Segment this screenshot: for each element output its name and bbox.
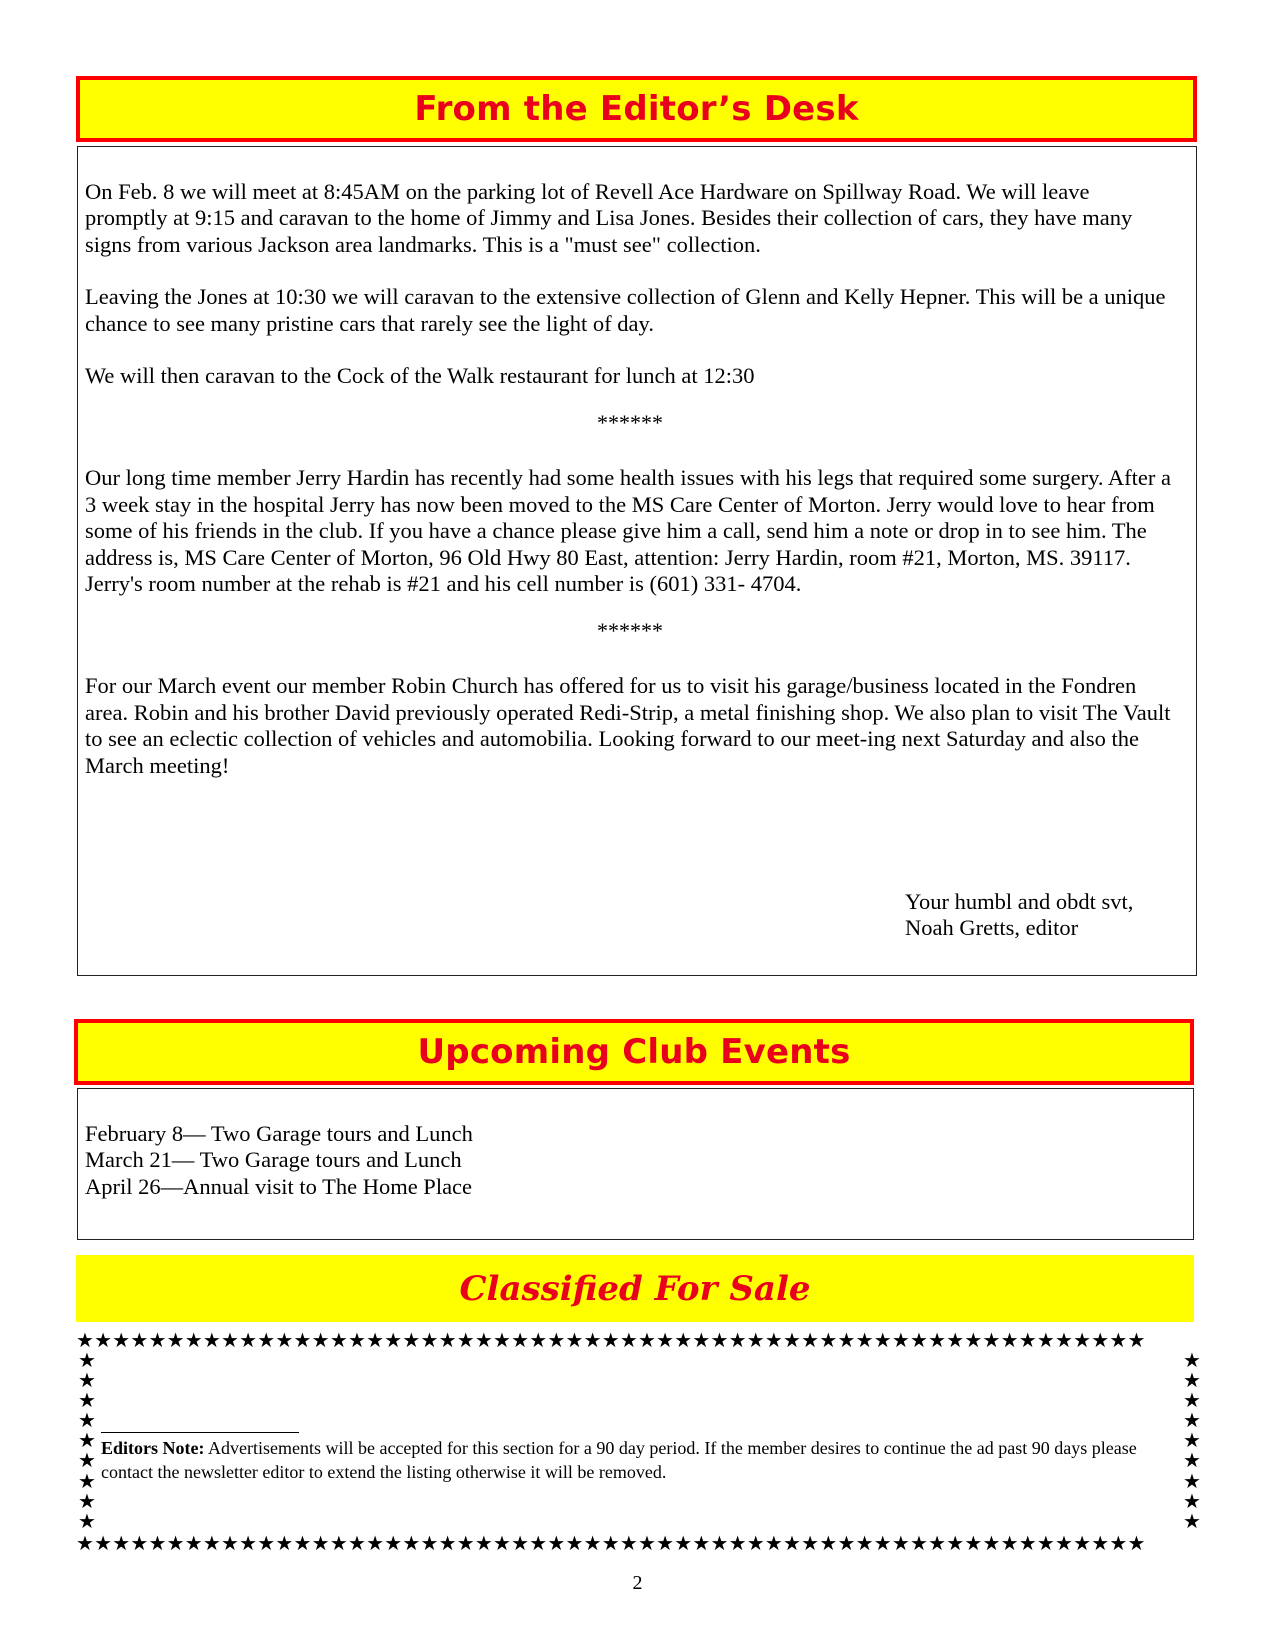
event-item-feb: February 8— Two Garage tours and Lunch — [85, 1121, 473, 1146]
page-number: 2 — [632, 1572, 643, 1594]
editors-note — [101, 1436, 1186, 1484]
editors-note-text: Advertisements will be accepted for this section for a 90 day period. If the member desires to continue the ad past 90 days please contact the newsletter editor to extend the listing otherwise it will be removed. — [101, 1438, 1137, 1482]
editor-paragraph-meeting: On Feb. 8 we will meet at 8:45AM on the parking lot of Revell Ace Hardware on Spillway Road. We will leave promptly at 9:15 and caravan to the home of Jimmy and Lisa Jones. Besides their collection of cars, they have many signs from various Jackson area landmarks. This is a "must see" collection. — [85, 179, 1133, 257]
editor-section-banner — [76, 76, 1197, 142]
editor-content-box — [77, 146, 1197, 976]
event-item-april: April 26—Annual visit to The Home Place — [85, 1173, 473, 1199]
events-section-title: Upcoming Club Events — [417, 1032, 851, 1072]
classified-section-title: Classified For Sale — [459, 1268, 811, 1309]
editor-paragraph-hepner: Leaving the Jones at 10:30 we will caravan to the extensive collection of Glenn and Kelly Hepner. This will be a unique chance to see many pristine cars that rarely see the light of day. — [85, 284, 1166, 336]
note-divider-rule — [101, 1432, 299, 1433]
star-border-top: ★★★★★★★★★★★★★★★★★★★★★★★★★★★★★★★★★★★★★★★★★★★★★★★★★★★★★★★★★★★ — [76, 1330, 1146, 1350]
editor-paragraph-march-event: For our March event our member Robin Church has offered for us to visit his garage/business located in the Fondren area. Robin and his brother David previously operated Redi-Strip, a metal finishing shop. We also plan to visit The Vault to see an eclectic collection of vehicles and automobilia. Looking forward to our meet-ing next Saturday and also the March meeting! — [85, 673, 1171, 778]
event-item-march: March 21— Two Garage tours and Lunch — [85, 1147, 462, 1173]
editor-paragraph-jerry-hardin: Our long time member Jerry Hardin has recently had some health issues with his legs that required some surgery. After a 3 week stay in the hospital Jerry has now been moved to the MS Care Center of Morton. Jerry would love to hear from some of his friends in the club. If you have a chance please give him a call, send him a note or drop in to see him. The address is, MS Care Center of Morton, 96 Old Hwy 80 East, attention: Jerry Hardin, room #21, Morton, MS. 39117. Jerry's room number at the rehab is #21 and his cell number is (601) 331- 4704. — [85, 465, 1171, 597]
editor-signoff-line2: Noah Gretts, editor — [905, 915, 1079, 941]
editors-note-label: Editors Note: — [101, 1438, 205, 1458]
editor-signoff-line1: Your humbl and obdt svt, — [905, 889, 1134, 914]
events-section-banner — [74, 1019, 1194, 1085]
star-border-bottom: ★★★★★★★★★★★★★★★★★★★★★★★★★★★★★★★★★★★★★★★★★★★★★★★★★★★★★★★★★★★ — [76, 1533, 1146, 1553]
editor-paragraph-lunch: We will then caravan to the Cock of the Walk restaurant for lunch at 12:30 — [85, 363, 755, 389]
section-separator: ****** — [597, 618, 663, 644]
classified-section-banner — [76, 1255, 1194, 1322]
editor-section-title: From the Editor’s Desk — [414, 89, 859, 129]
star-border-left: ★ ★ ★ ★ ★ ★ ★ ★ ★ — [78, 1348, 96, 1533]
section-separator: ****** — [597, 410, 663, 436]
star-border-right: ★ ★ ★ ★ ★ ★ ★ ★ ★ — [1183, 1348, 1201, 1533]
events-content-box — [77, 1088, 1194, 1240]
